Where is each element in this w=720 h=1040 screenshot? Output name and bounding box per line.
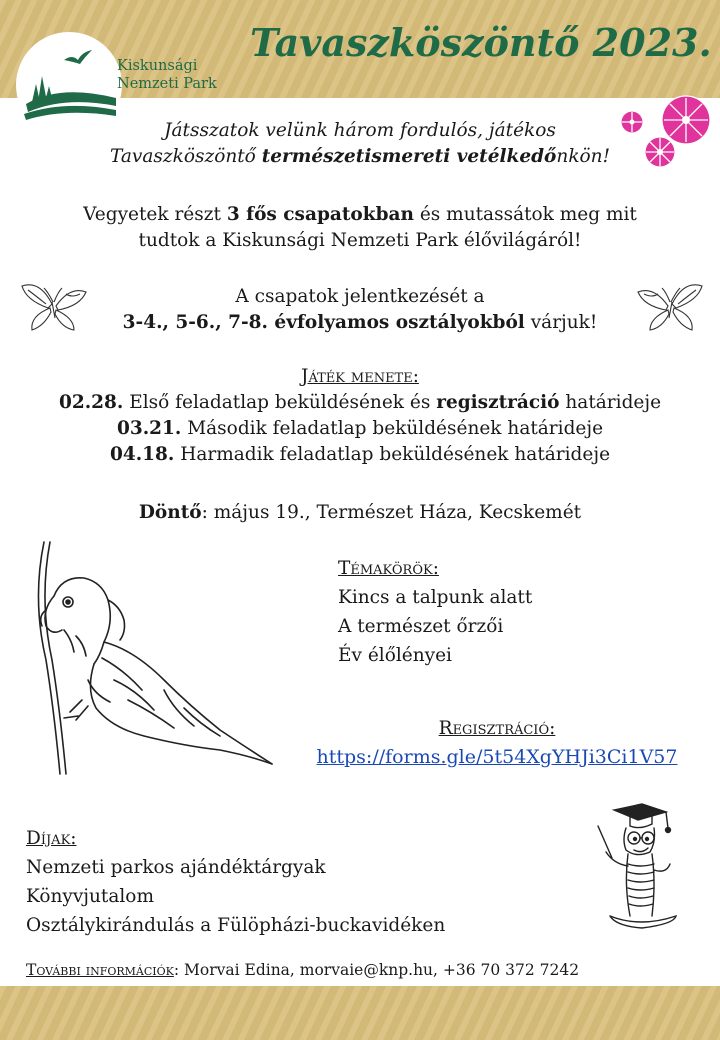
registration-heading: Regisztráció: [438, 718, 556, 739]
prize-item: Nemzeti parkos ajándéktárgyak [26, 857, 326, 878]
intro-text [0, 118, 720, 170]
intro-line2-bold: természetismereti vetélkedő [261, 146, 557, 167]
topic-item: Kincs a talpunk alatt [338, 587, 533, 608]
invite-line1-c: és mutassátok meg mit [413, 204, 637, 225]
round-date: 03.21. [116, 418, 182, 439]
footer-band [0, 986, 720, 1040]
prize-item: Osztálykirándulás a Fülöpházi-buckavidéken [26, 915, 446, 936]
invite-line2: tudtok a Kiskunsági Nemzeti Park élővilágáról! [138, 230, 582, 251]
footer-label: További információk [26, 961, 174, 979]
teams-line2-b: várjuk! [524, 312, 598, 333]
invite-text [0, 202, 720, 254]
round-date: 02.28. [58, 392, 124, 413]
round-3 [0, 442, 720, 468]
teams-line1: A csapatok jelentkezését a [235, 286, 485, 307]
invite-line1 [0, 202, 720, 228]
intro-line2 [0, 144, 720, 170]
parrot-illustration-icon [24, 540, 274, 776]
prizes-heading: Díjak: [26, 828, 77, 849]
footer-text: : Morvai Edina, morvaie@knp.hu, +36 70 372 7242 [173, 961, 580, 979]
page-title: Tavaszköszöntő 2023. [250, 20, 712, 65]
teams-line2-bold: 3-4., 5-6., 7-8. évfolyamos osztályokból [122, 312, 525, 333]
footer-info [26, 960, 579, 980]
park-logo-icon [20, 40, 120, 120]
final-info [0, 500, 720, 526]
registration-section [292, 716, 702, 768]
logo-line1: Kiskunsági [117, 58, 198, 74]
game-schedule [0, 364, 720, 468]
round-text-end: határideje [559, 392, 662, 413]
round-text: Első feladatlap beküldésének és [123, 392, 437, 413]
teams-text [0, 284, 720, 336]
final-label: Döntő [138, 502, 202, 523]
invite-line1-a: Vegyetek részt [83, 204, 227, 225]
worm-professor-icon [596, 804, 686, 930]
prizes-section [26, 824, 445, 940]
topics-heading: Témakörök: [338, 558, 439, 579]
prize-item: Könyvjutalom [26, 886, 154, 907]
topic-item: A természet őrzői [338, 616, 504, 637]
topics-section [338, 554, 532, 670]
round-text: Második feladatlap beküldésének határideje [181, 418, 604, 439]
round-1 [0, 390, 720, 416]
round-date: 04.18. [109, 444, 175, 465]
round-2 [0, 416, 720, 442]
intro-line1: Játsszatok velünk három fordulós, játékos [164, 120, 556, 141]
round-text-bold: regisztráció [436, 392, 560, 413]
intro-line2-a: Tavaszköszöntő [109, 146, 262, 167]
round-text: Harmadik feladatlap beküldésének határideje [174, 444, 611, 465]
invite-line1-bold: 3 fős csapatokban [226, 204, 414, 225]
intro-line2-c: nkön! [556, 146, 611, 167]
logo-line2: Nemzeti Park [117, 76, 217, 92]
final-text: : május 19., Természet Háza, Kecskemét [201, 502, 582, 523]
game-heading: Játék menete: [301, 366, 419, 387]
teams-line2 [0, 310, 720, 336]
registration-link[interactable]: https://forms.gle/5t54XgYHJi3Ci1V57 [316, 746, 678, 768]
logo-text [117, 57, 217, 93]
topic-item: Év élőlényei [338, 645, 452, 666]
